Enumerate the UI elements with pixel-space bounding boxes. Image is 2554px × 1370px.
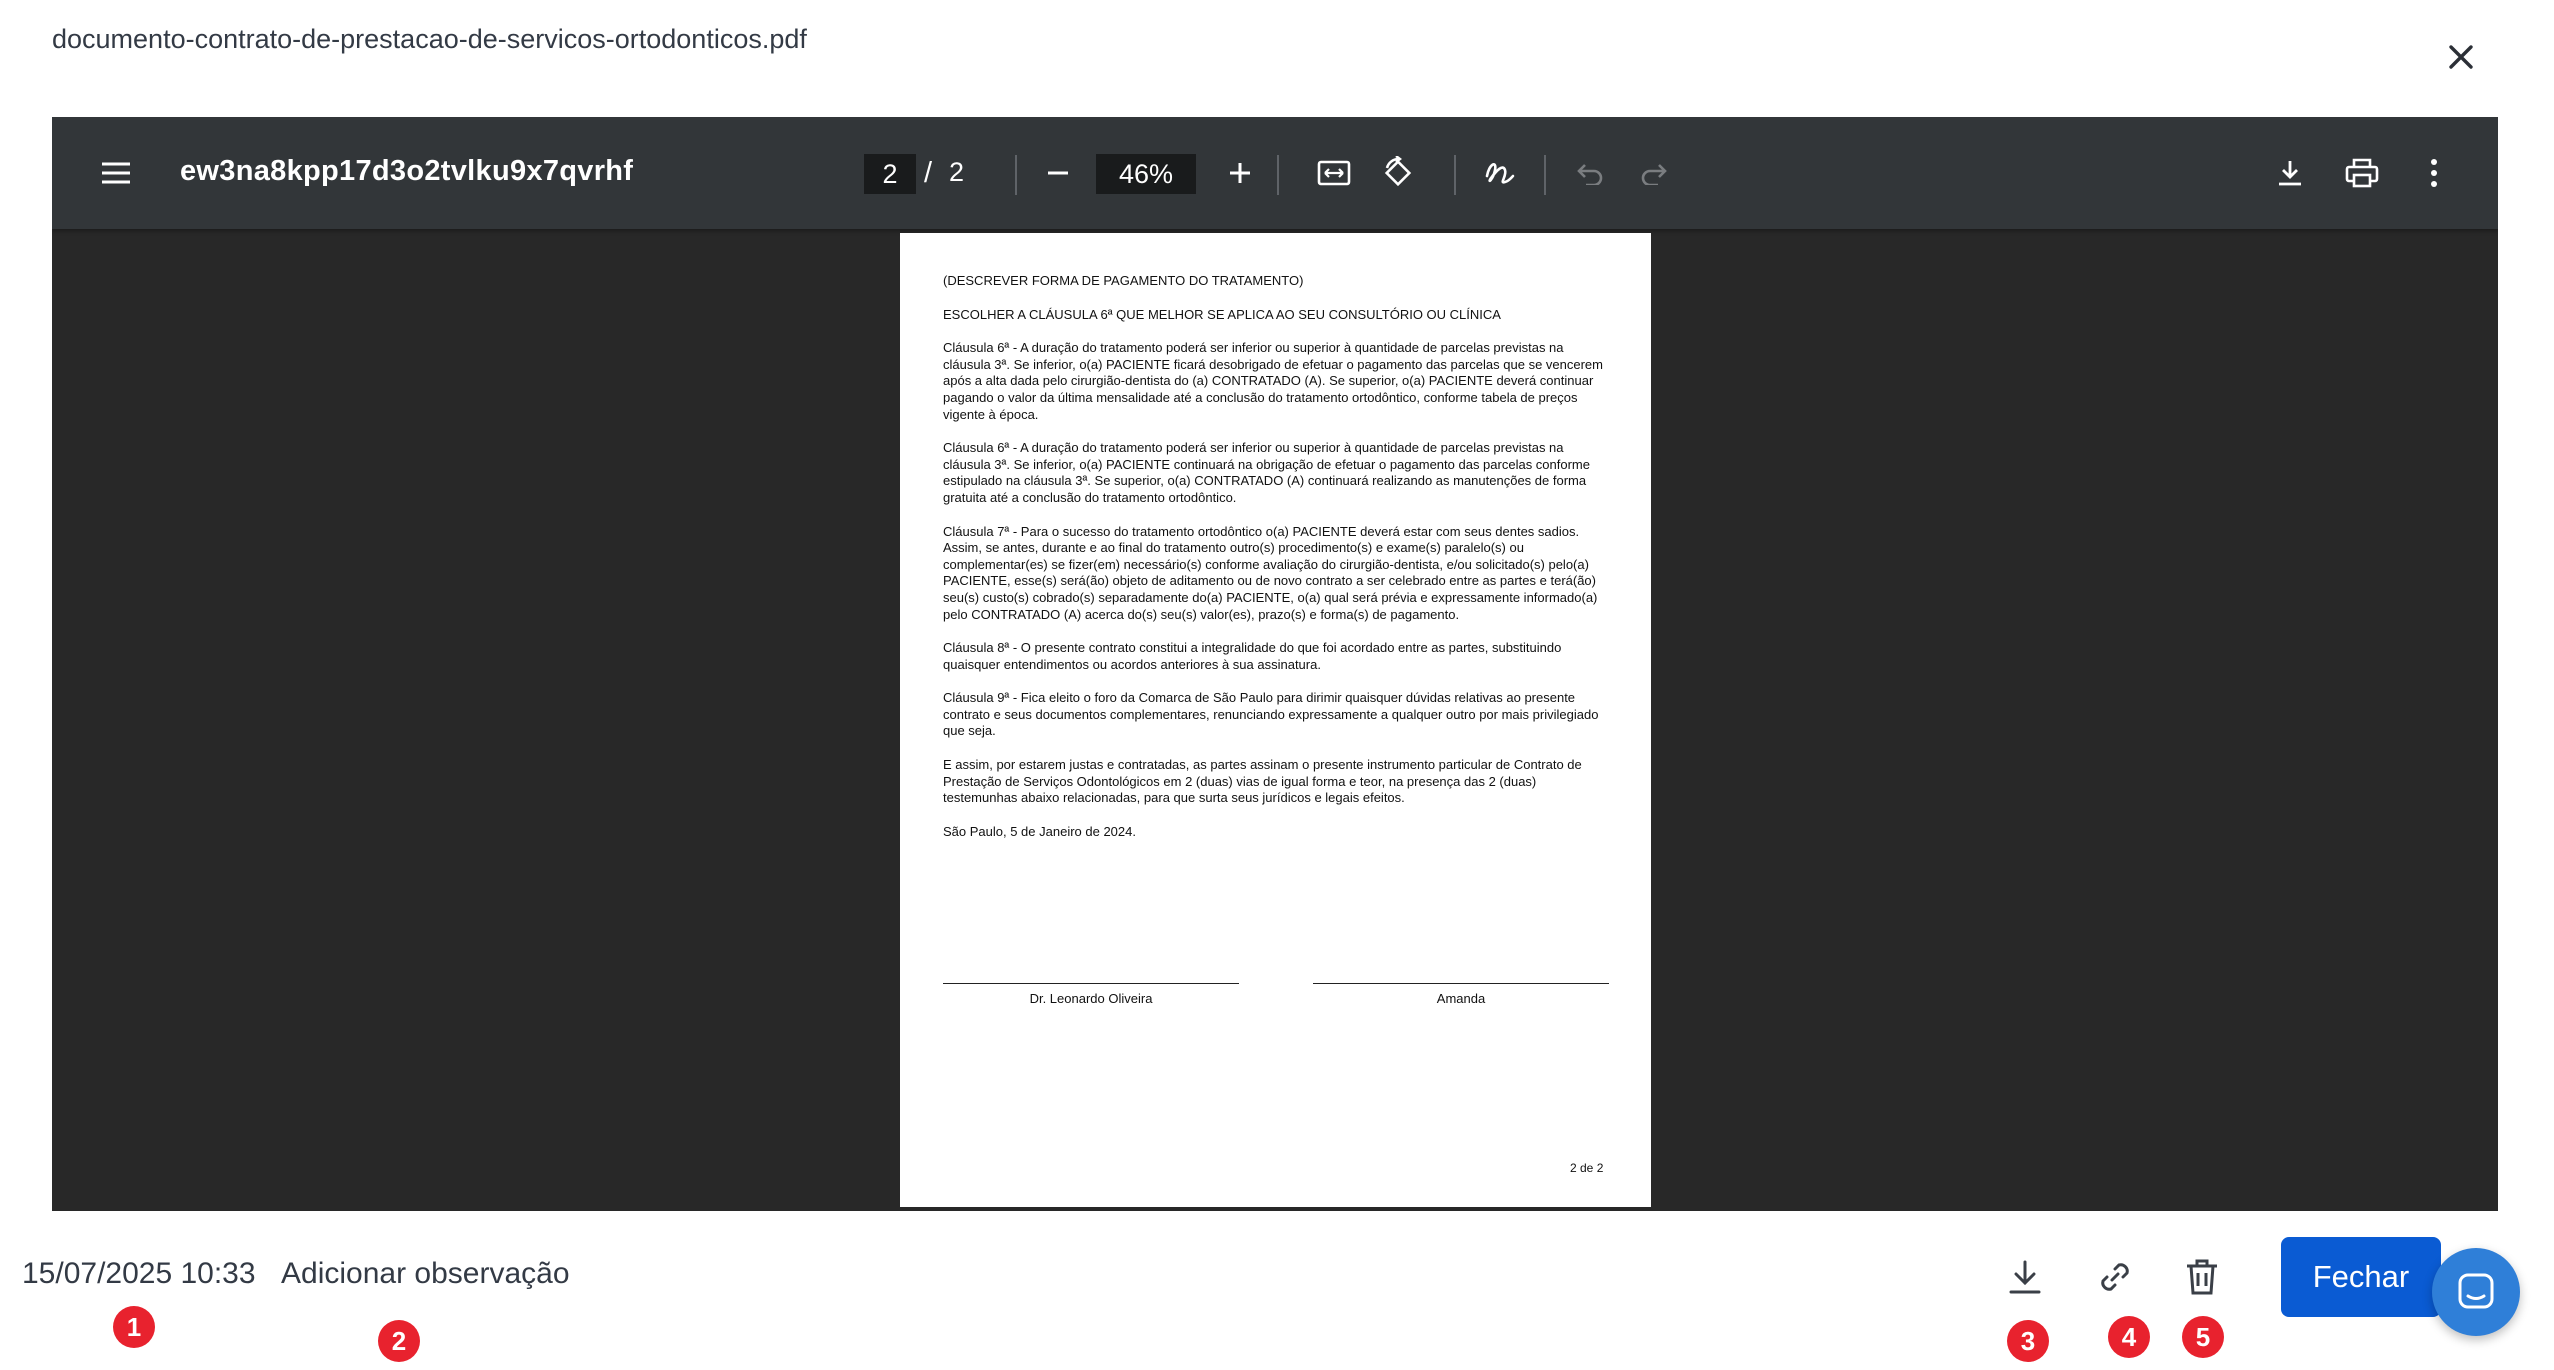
annotation-marker: 1	[113, 1306, 155, 1348]
page-separator: /	[924, 157, 933, 189]
zoom-out-icon	[1046, 161, 1070, 185]
signature-name-left: Dr. Leonardo Oliveira	[1029, 991, 1153, 1006]
page-paragraph: São Paulo, 5 de Janeiro de 2024.	[943, 823, 1136, 839]
close-icon	[2448, 44, 2474, 70]
rotate-icon	[1381, 156, 1415, 190]
fechar-button[interactable]: Fechar	[2281, 1237, 2441, 1317]
annotation-marker: 5	[2182, 1316, 2224, 1358]
more-options-icon	[2429, 158, 2439, 188]
page-total: 2	[949, 157, 965, 187]
zoom-in-button[interactable]	[1218, 151, 1262, 195]
annotation-marker: 3	[2007, 1320, 2049, 1362]
link-icon	[2096, 1258, 2134, 1296]
annotate-icon	[1483, 156, 1517, 190]
chat-icon	[2456, 1272, 2496, 1312]
zoom-in-icon	[1228, 161, 1252, 185]
undo-button[interactable]	[1568, 151, 1612, 195]
toolbar-divider	[1277, 155, 1279, 195]
page-paragraph: ESCOLHER A CLÁUSULA 6ª QUE MELHOR SE APLICA AO SEU CONSULTÓRIO OU CLÍNICA	[943, 306, 1501, 322]
chat-launcher-button[interactable]	[2432, 1248, 2520, 1336]
download-button[interactable]	[2000, 1252, 2050, 1302]
print-button[interactable]	[2340, 151, 2384, 195]
pdf-viewer	[52, 117, 2498, 1211]
trash-icon	[2185, 1258, 2219, 1296]
print-icon	[2345, 158, 2379, 188]
copy-link-button[interactable]	[2090, 1252, 2140, 1302]
page-paragraph: (DESCREVER FORMA DE PAGAMENTO DO TRATAMENTO)	[943, 273, 1304, 288]
redo-icon	[1640, 161, 1668, 185]
page-footer-number: 2 de 2	[1570, 1161, 1604, 1175]
signature-name-right: Amanda	[1436, 991, 1486, 1006]
toolbar-divider	[1544, 155, 1546, 195]
add-note-link[interactable]: Adicionar observação	[281, 1257, 570, 1290]
page-paragraph: Cláusula 8ª - O presente contrato constitui a integralidade do que foi acordado entre as partes, substituindo quaisquer entendimentos ou acordos anteriores à sua assinatura.	[943, 640, 1562, 672]
signature-line-right	[1313, 983, 1609, 984]
signature-line-left	[943, 983, 1239, 984]
rotate-button[interactable]	[1376, 151, 1420, 195]
undo-icon	[1576, 161, 1604, 185]
pdf-toolbar	[52, 117, 2498, 229]
redo-button[interactable]	[1632, 151, 1676, 195]
page-paragraph: Cláusula 9ª - Fica eleito o foro da Comarca de São Paulo para dirimir quaisquer dúvidas relativas ao presente contrato e seus documentos complementares, renunciando expressamente a qualquer outro por mais privilegiado que seja.	[943, 690, 1599, 739]
fit-page-icon	[1317, 159, 1351, 187]
annotation-marker: 2	[378, 1320, 420, 1362]
page-text	[943, 273, 1613, 857]
file-title: documento-contrato-de-prestacao-de-servicos-ortodonticos.pdf	[52, 24, 807, 54]
pdf-document-title: ew3na8kpp17d3o2tvlku9x7qvrhf	[180, 155, 634, 187]
page-paragraph: Cláusula 6ª - A duração do tratamento poderá ser inferior ou superior à quantidade de parcelas previstas na cláusula 3ª. Se inferior, o(a) PACIENTE ficará desobrigado de efetuar o pagamento das parcelas que se vencerem após a alta dada pelo cirurgião-dentista do (a) CONTRATADO (A). Se superior, o(a) PACIENTE deverá continuar pagando o valor da última mensalidade até a conclusão do tratamento ortodôntico, conforme tabela de preços vigente à época.	[943, 340, 1603, 422]
zoom-input[interactable]: 46%	[1096, 154, 1196, 194]
delete-button[interactable]	[2177, 1252, 2227, 1302]
annotation-marker: 4	[2108, 1316, 2150, 1358]
upload-date: 15/07/2025 10:33	[22, 1257, 256, 1290]
toolbar-divider	[1454, 155, 1456, 195]
page-number-input[interactable]: 2	[864, 154, 916, 194]
more-options-button[interactable]	[2412, 151, 2456, 195]
annotate-button[interactable]	[1478, 151, 1522, 195]
viewer-download-button[interactable]	[2268, 151, 2312, 195]
page-paragraph: Cláusula 7ª - Para o sucesso do tratamento ortodôntico o(a) PACIENTE deverá estar com seus dentes sadios. Assim, se antes, durante e ao final do tratamento outro(s) procedimento(s) e exame(s) paralelo(s) ou complementar(es) se fizer(em) necessário(s) conforme avaliação do cirurgião-dentista, e/ou solicitado(s) pelo(a) PACIENTE, esse(s) será(ão) objeto de aditamento ou de novo contrato a ser celebrado entre as partes e terá(ão) seu(s) custo(s) cobrado(s) separadamente do(a) PACIENTE, o(a) qual será prévia e expressamente informado(a) pelo CONTRATADO (A) acerca do(s) seu(s) valor(es), prazo(s) e forma(s) de pagamento.	[943, 523, 1598, 622]
zoom-out-button[interactable]	[1036, 151, 1080, 195]
download-icon	[2275, 158, 2305, 188]
close-button[interactable]	[2440, 36, 2482, 78]
menu-button[interactable]	[94, 151, 138, 195]
menu-icon	[101, 161, 131, 185]
pdf-page	[900, 233, 1651, 1207]
page-paragraph: E assim, por estarem justas e contratadas, as partes assinam o presente instrumento particular de Contrato de Prestação de Serviços Odontológicos em 2 (duas) vias de igual forma e teor, na presença das 2 (duas) testemunhas abaixo relacionadas, para que surta seus jurídicos e legais efeitos.	[943, 757, 1582, 806]
page-paragraph: Cláusula 6ª - A duração do tratamento poderá ser inferior ou superior à quantidade de parcelas previstas na cláusula 3ª. Se inferior, o(a) PACIENTE continuará na obrigação de efetuar o pagamento das parcelas conforme estipulado na cláusula 3ª. Se superior, o(a) CONTRATADO (A) continuará realizando as manutenções de forma gratuita até a conclusão do tratamento ortodôntico.	[943, 440, 1590, 505]
toolbar-divider	[1015, 155, 1017, 195]
fit-page-button[interactable]	[1312, 151, 1356, 195]
download-icon	[2008, 1259, 2042, 1295]
